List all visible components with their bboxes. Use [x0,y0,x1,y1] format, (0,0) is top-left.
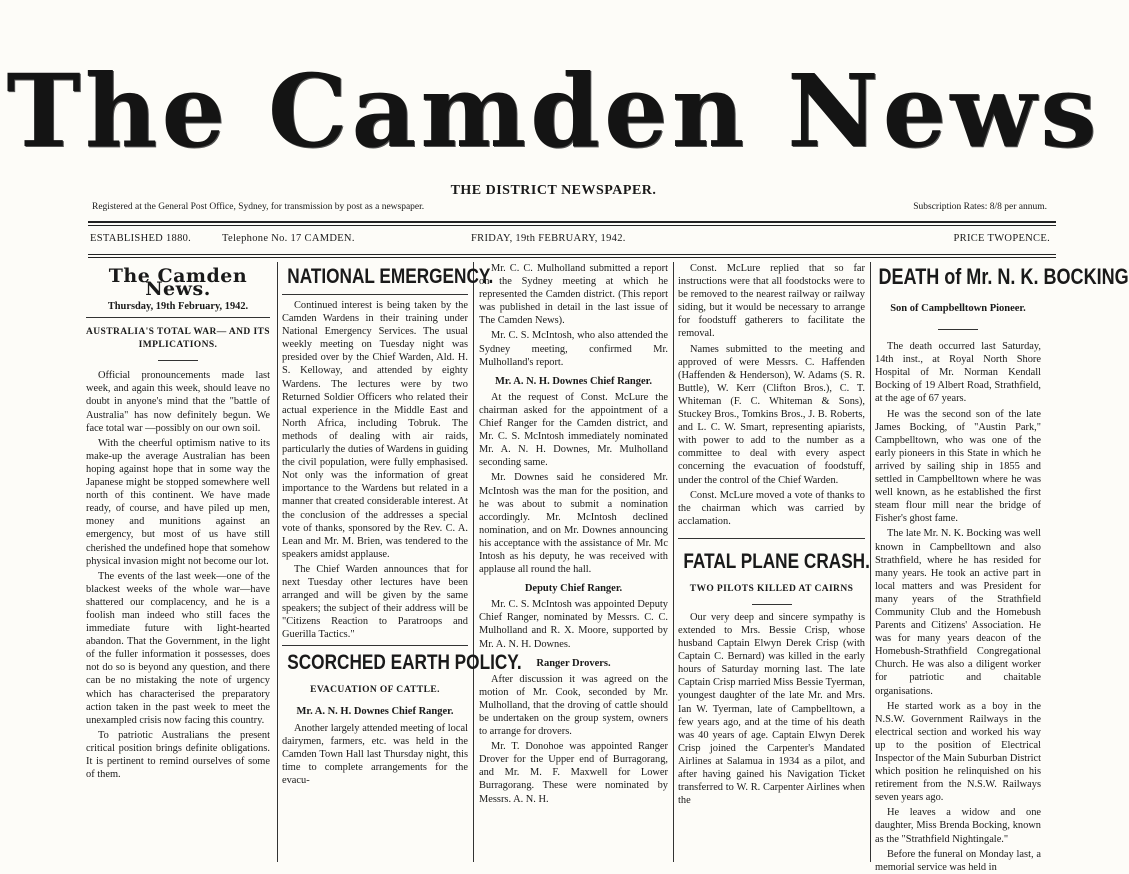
article-paragraph: Our very deep and sincere sympathy is extended to Mrs. Bessie Crisp, whose husband Captain Elwyn Derek Crisp (with Captain C. Bernard) was killed in the early hours of Saturday morning last. The late Captain Crisp married Miss Bessie Tyerman, youngest daughter of the late Mr. and Mrs. Ian W. Tyerman, late of Campbelltown, a few years ago, and at the time of his death was 40 years of age. Captain Elwyn Derek Crisp joined the Carpenter's Mandated Airlines at Salamua in 1934 as a pilot, and after having gained his Navigation Ticket transferred to W. R. Carpenter Airlines when the [678,611,865,807]
column-meeting [479,262,668,862]
editorial-paragraph: With the cheerful optimism native to its make-up the average Australian has been hoping against hope that in some way the Japanese might be stopped somewhere well north of this continent. We have made ready, of course, and have piled up men, money and munitions against an emergency, but most of us have still cherished the undefined hope that somehow physical invasion might not become our lot. [86,437,270,567]
registration-line [92,202,1047,216]
article-paragraph: The late Mr. N. K. Bocking was well known in Campbelltown and also Strathfield, where he has resided for many years. He took an active part in local matters and was President for many years of the Strathfield Community Club and the Homebush Parents and Citizens' Association. He was for many years deacon of the Homebush-Strathfield Congregational Church. He was also a diligent worker for patriotic and chaitable organisations. [875,528,1041,697]
subhead-deputy-chief-ranger: Deputy Chief Ranger. [524,583,623,595]
price: PRICE TWOPENCE. [953,233,1050,244]
editorial-paragraph: Official pronouncements made last week, and again this week, should leave no doubt in anyone's mind that the "battle of Australia" has now definitely begun. We face total war —possibly on our own soil. [86,370,270,434]
article-paragraph: The Chief Warden announces that for next Tuesday other lectures have been arranged and will be given by the same speakers; the subject of their address will be "Citizens Reaction to Paratroops and Guerilla Tactics." [282,563,468,641]
editorial-heading: AUSTRALIA'S TOTAL WAR— AND ITS IMPLICATIONS. [86,327,270,351]
article-paragraph: He started work as a boy in the N.S.W. Government Railways in the electrical section and worked his way up to the position of Electrical Inspector of the Main Suburban District which position he relinquished on his retirement from the N.S.W. Railways seven years ago. [875,700,1041,804]
editorial-date: Thursday, 19th February, 1942. [107,301,249,313]
divider-short [938,329,978,330]
divider-short [158,360,198,361]
headline-national-emergency: NATIONAL EMERGENCY. [287,265,494,288]
column-rule-3 [673,262,674,862]
article-paragraph: Mr. C. S. McIntosh was appointed Deputy Chief Ranger, nominated by Messrs. C. C. Mulholland and R. X. Moore, supported by Mr. A. N. H. Downes. [479,599,668,650]
article-paragraph: The death occurred last Saturday, 14th inst., at Royal North Shore Hospital of Mr. Norman Kendall Bocking of 19 Albert Road, Strathfield, at the age of 67 years. [875,341,1041,405]
editorial-paragraph: The events of the last week—one of the blackest weeks of the whole war—have shattered our complacency, and he is a foolish man indeed who still faces the immediate future with light-hearted abandon. That the Government, in the light of the fuller information it possesses, does not do so is beyond any question, and there can be no mistaking the note of urgency which has characterised the preparatory action taken in the past week to meet the unexampled crisis now facing this country. [86,570,270,726]
headline-scorched-earth: SCORCHED EARTH POLICY. [287,651,522,675]
established: ESTABLISHED 1880. [90,233,192,244]
article-paragraph: Mr. C. C. Mulholland submitted a report on the Sydney meeting at which he represented the Camden district. (This report was published in detail in the last issue of The Camden News). [479,263,668,327]
divider [282,294,468,295]
article-paragraph: Mr. Downes said he considered Mr. McIntosh was the man for the position, and he was about to submit a nomination accordingly. Mr. McIntosh declined nomination, and on Mr. Downes announcing his acceptance with the assistance of Mr. Mc Intosh as his deputy, he was received with applause all round the hall. [479,472,668,576]
masthead [0,38,1107,198]
article-paragraph: At the request of Const. McLure the chairman asked for the appointment of a Chief Ranger for the Camden district, and Mr. C. S. McIntosh immediately nominated Mr. A. N. H. Downes, Mr. Mulholland seconding same. [479,391,668,469]
registration-text: Registered at the General Post Office, Sydney, for transmission by post as a newspaper. [92,202,425,212]
subhead-chief-ranger: Mr. A. N. H. Downes Chief Ranger. [494,375,652,387]
article-paragraph: Before the funeral on Monday last, a memorial service was held in [875,848,1041,873]
subhead-ranger-drovers: Ranger Drovers. [536,657,611,669]
column-rule-4 [870,262,871,862]
rule-top [88,221,1056,223]
divider [86,317,270,318]
rule-under-dateline-2 [88,257,1056,258]
article-paragraph: Const. McLure replied that so far instructions were that all foodstocks were to be removed to the nearest railway or railway siding, but it would be necessary to arrange for foodstuff gatherers to facilitate the removal. [678,263,865,340]
telephone: Telephone No. 17 CAMDEN. [222,233,355,244]
column-editorial [86,262,270,862]
article-paragraph: He was the second son of the late James Bocking, of "Austin Park," Campbelltown, who was one of the early pioneers in this State in which he arrived by sailing ship in 1855 and settled in Campbelltown where he was well known, as he established the first steam flour mill near the bridge of Fisher's ghost fame. [875,408,1041,525]
subhead-evacuation: EVACUATION OF CATTLE. [310,685,440,696]
column-rule-2 [473,262,474,862]
article-paragraph: Continued interest is being taken by the Camden Wardens in their training under National Emergency Services. The usual weekly meeting on Tuesday night was presided over by the Chief Warden, Ald. H. S. Kelloway, and attended by eighty Wardens. The lectures were by two Returned Soldier Officers who related their actual experience in the Middle East and North Africa, including Tobruk. The methods of dealing with air raids, particularly the duties of Wardens in guiding the civil population, were fully emphasised. Not only was the information of great importance to the Wardens but related in a manner that created considerable interest. At the conclusion of the addresses a special vote of thanks, sponsored by the Rev. C. A. Lean and Mr. M. Brien, was tendered to the speakers amidst applause. [282,300,468,560]
masthead-subtitle: THE DISTRICT NEWSPAPER. [450,183,657,198]
article-paragraph: Mr. T. Donohoe was appointed Ranger Drover for the Upper end of Burragorang, and Mr. M. F. Maxwell for Lower Burragorang. These were nominated by Messrs. A. N. H. [479,741,668,805]
article-paragraph: He leaves a widow and one daughter, Miss Brenda Bocking, known as the "Strathfield Nightingale." [875,807,1041,845]
article-paragraph: Another largely attended meeting of local dairymen, farmers, etc. was held in the Camden Town Hall last Thursday night, this time to complete arrangements for the evacu- [282,722,468,786]
subscription-rates: Subscription Rates: 8/8 per annum. [913,202,1047,212]
subhead-chief-ranger: Mr. A. N. H. Downes Chief Ranger. [296,706,454,718]
column-plane-crash [678,262,870,862]
column-rule-1 [277,262,278,862]
headline-death-bocking: DEATH of Mr. N. K. BOCKING [878,264,1129,289]
issue-date: FRIDAY, 19th FEBRUARY, 1942. [471,233,626,244]
editorial-paragraph: To patriotic Australians the present critical position brings definite obligations. It is pertinent to remind ourselves of some of them. [86,729,270,781]
article-paragraph: Mr. C. S. McIntosh, who also attended the Sydney meeting, confirmed Mr. Mulholland's report. [479,330,668,368]
rule-top-thin [88,225,1056,226]
rule-under-dateline [88,254,1056,255]
divider [282,645,468,646]
article-paragraph: After discussion it was agreed on the motion of Mr. Cook, seconded by Mr. Mulholland, that the droving of cattle should be undertaken on the group system, owners to arrange for drovers. [479,673,668,738]
divider-short [752,604,792,605]
dateline [90,233,1050,249]
subhead-son-of-pioneer: Son of Campbelltown Pioneer. [890,303,1026,314]
masthead-title: The Camden News [6,52,1101,170]
divider [678,538,865,539]
article-paragraph: Names submitted to the meeting and approved of were Messrs. C. Haffenden (Haffenden & Henderson), W. Adams (S. R. Buttle), W. Kerr (Clifton Bros.), C. T. Whiteman (F. C. Whiteman & Sons), Stuckey Bros., Tomkins Bros., J. B. Roberts, and L. C. W. Smart, representing apiarists, with power to add to the number as a committee to deal with every aspect concerning the evacuation of foodstuff, under the control of the Chief Warden. [678,343,865,486]
headline-fatal-plane-crash: FATAL PLANE CRASH. [683,549,870,573]
editorial-paper-name: The Camden News. [108,265,248,301]
article-paragraph: Const. McLure moved a vote of thanks to the chairman which was carried by acclamation. [678,489,865,527]
subhead-two-pilots: TWO PILOTS KILLED AT CAIRNS [689,583,854,594]
column-emergency [282,262,522,862]
column-obituary [875,262,1129,873]
